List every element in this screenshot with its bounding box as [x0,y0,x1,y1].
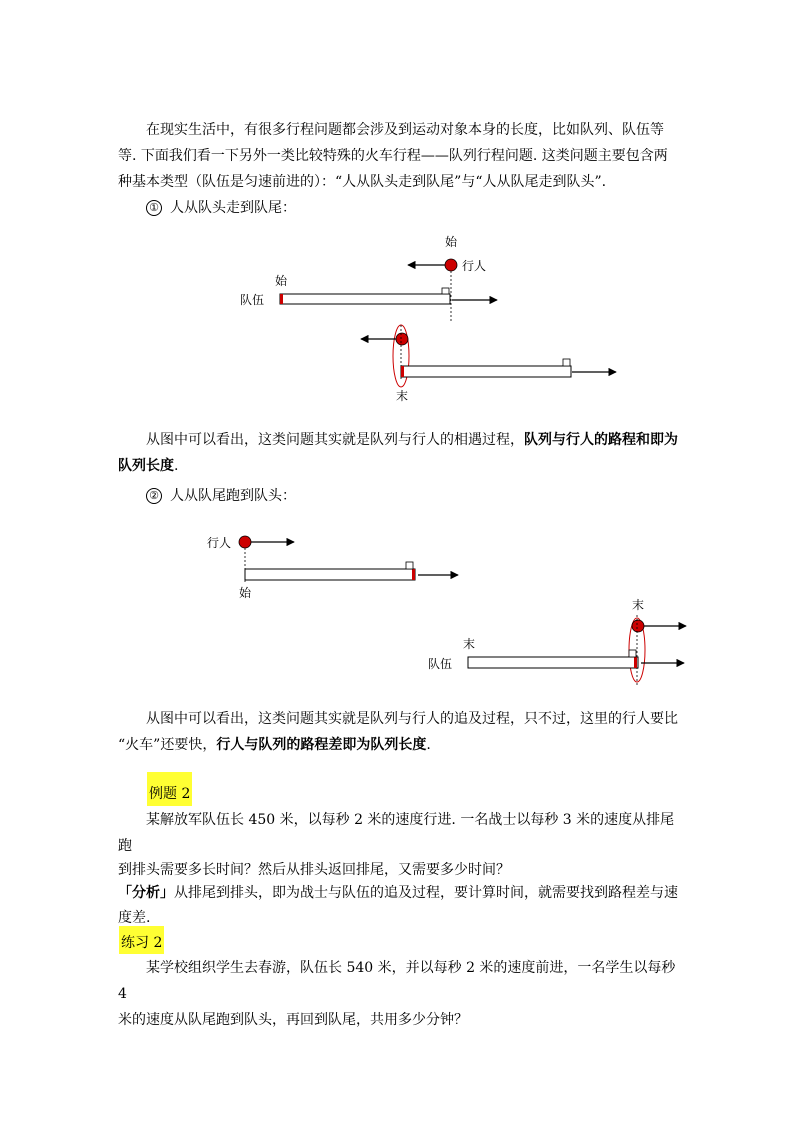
case1-conclusion-plain: 从图中可以看出，这类问题其实就是队列与行人的相遇过程， [146,432,524,448]
example-line-2: 到排头需要多长时间？然后从排头返回排尾，又需要多少时间？ [118,862,510,878]
case1-end-label: 末 [396,389,409,403]
example-heading [147,772,192,806]
case1-title: 人从队头走到队尾： [170,200,296,216]
case2-walker-label: 行人 [207,536,232,550]
case1-queue-tail-marker [280,294,283,304]
example-problem [118,807,678,931]
case2-end-person-label: 末 [632,598,645,612]
case1-queue-end-tail-marker [401,366,404,377]
case2-conclusion-line-1: 从图中可以看出，这类问题其实就是队列与行人的追及过程，只不过，这里的行人要比 [146,711,678,727]
case2-conclusion-end: . [426,737,431,753]
case2-walker-dot-end [632,620,644,632]
case2-conclusion-bold: 行人与队列的路程差即为队列长度 [216,737,427,753]
case1-queue-end-head-box [563,359,570,366]
case2-conclusion-plain: “火车”还要快， [118,737,217,753]
case2-marker: ② [146,488,162,504]
case1-walker-dot-end [396,333,408,345]
case1-diagram [0,0,793,420]
case1-queue-label: 队伍 [240,293,265,307]
example-heading-label: 例题 2 [147,772,192,806]
case2-end-queue-label: 末 [463,637,476,651]
example-line-1: 某解放军队伍长 450 米，以每秒 2 米的速度行进. 一名战士以每秒 3 米的速度从排尾跑 [118,812,675,854]
case2-queue-label: 队伍 [428,657,453,671]
case2-queue-end-head-marker [634,657,637,668]
case2-walker-dot [239,536,251,548]
exercise-heading [119,926,164,954]
case1-walker-label: 行人 [462,259,487,273]
case2-start-label: 始 [239,586,252,600]
case1-queue-end-bar [401,366,571,377]
case1-queue-head-box [442,288,449,294]
case2-heading [146,483,706,509]
exercise-problem [118,955,678,1033]
case2-queue-start-bar [245,569,415,580]
case2-diagram [0,520,793,700]
case1-walker-dot [445,259,457,271]
case1-queue-start-bar [280,294,450,304]
exercise-heading-label: 练习 2 [119,926,164,954]
case1-conclusion-bold-1: 队列与行人的路程和即为 [524,432,678,448]
case1-conclusion-bold-2: 队列长度 [118,458,174,474]
case2-conclusion [118,706,678,758]
case2-queue-start-head-box [406,562,413,569]
case1-conclusion-end: . [174,458,179,474]
case1-start-person-label: 始 [445,235,458,249]
analysis-line-2: 度差. [118,910,151,926]
exercise-line-2: 米的速度从队尾跑到队头，再回到队尾，共用多少分钟？ [118,1012,468,1028]
case1-conclusion [118,427,678,479]
intro-line-3: 种基本类型（队伍是匀速前进的）：“人从队头走到队尾”与“人从队尾走到队头”. [118,174,607,190]
case2-title: 人从队尾跑到队头： [170,488,296,504]
analysis-label: 「分析」 [118,885,174,901]
analysis-line-1: 从排尾到排头，即为战士与队伍的追及过程，要计算时间，就需要找到路程差与速 [174,885,678,901]
intro-line-2: 等. 下面我们看一下另外一类比较特殊的火车行程——队列行程问题. 这类问题主要包含两 [118,148,668,164]
case2-queue-end-head-box [629,650,636,657]
case2-queue-start-head-marker [412,569,415,580]
case2-queue-end-bar [468,657,638,668]
intro-line-1: 在现实生活中，有很多行程问题都会涉及到运动对象本身的长度，比如队列、队伍等 [146,122,664,138]
exercise-line-1: 某学校组织学生去春游，队伍长 540 米，并以每秒 2 米的速度前进，一名学生以每秒 4 [118,960,676,1002]
case1-start-queue-label: 始 [275,274,288,288]
case1-marker: ① [146,200,162,216]
